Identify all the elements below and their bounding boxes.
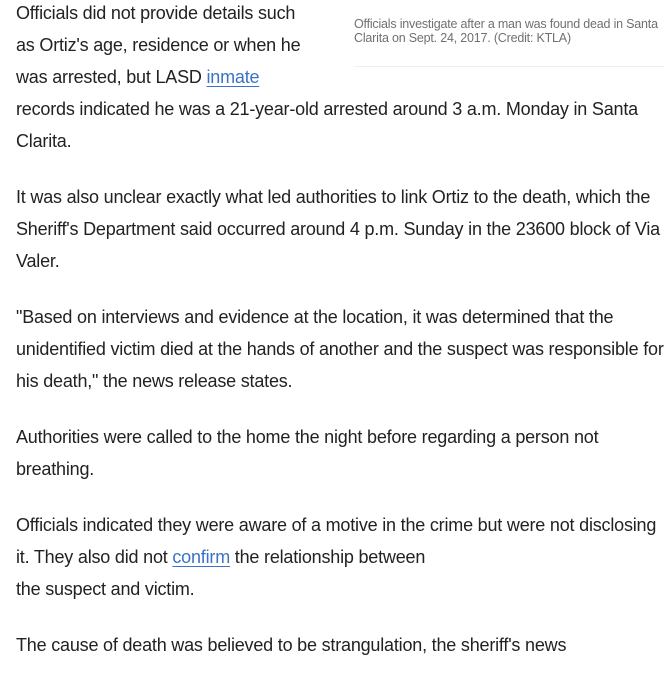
- text-span: the suspect and victim.: [16, 579, 195, 599]
- paragraph-cause-of-death: The cause of death was believed to be strangulation, the sheriff's news: [16, 635, 567, 655]
- text-line: records indicated he was a 21-year-old arrested around 3 a.m. Monday in Santa Clarita.: [16, 99, 638, 151]
- paragraph-motive: [16, 509, 666, 605]
- text-span: the relationship between: [230, 547, 426, 567]
- paragraph-link-unclear: It was also unclear exactly what led authorities to link Ortiz to the death, which the Sheriff's Department said occurred around 4 p.m. Sunday in the 23600 block of Via Valer.: [16, 187, 660, 271]
- inmate-link[interactable]: inmate: [206, 67, 260, 87]
- text-line: as Ortiz's age, residence or when he: [16, 35, 301, 55]
- article-body: [16, 0, 666, 685]
- paragraph-authorities-called: Authorities were called to the home the night before regarding a person not breathing.: [16, 427, 599, 479]
- paragraph-arrest-details: [16, 0, 666, 157]
- text-line: Officials did not provide details such: [16, 3, 296, 23]
- photo-caption: Officials investigate after a man was found dead in Santa Clarita on Sept. 24, 2017. (Credit: KTLA): [354, 17, 658, 45]
- text-line: was arrested, but LASD: [16, 67, 207, 87]
- text-span: Officials indicated they were aware of a motive in the crime but were not disclosing it. They also did not: [16, 515, 657, 567]
- paragraph-news-release-quote: "Based on interviews and evidence at the location, it was determined that the unidentified victim died at the hands of another and the suspect was responsible for his death," the news release states.: [16, 307, 664, 391]
- confirm-link[interactable]: confirm: [172, 547, 230, 567]
